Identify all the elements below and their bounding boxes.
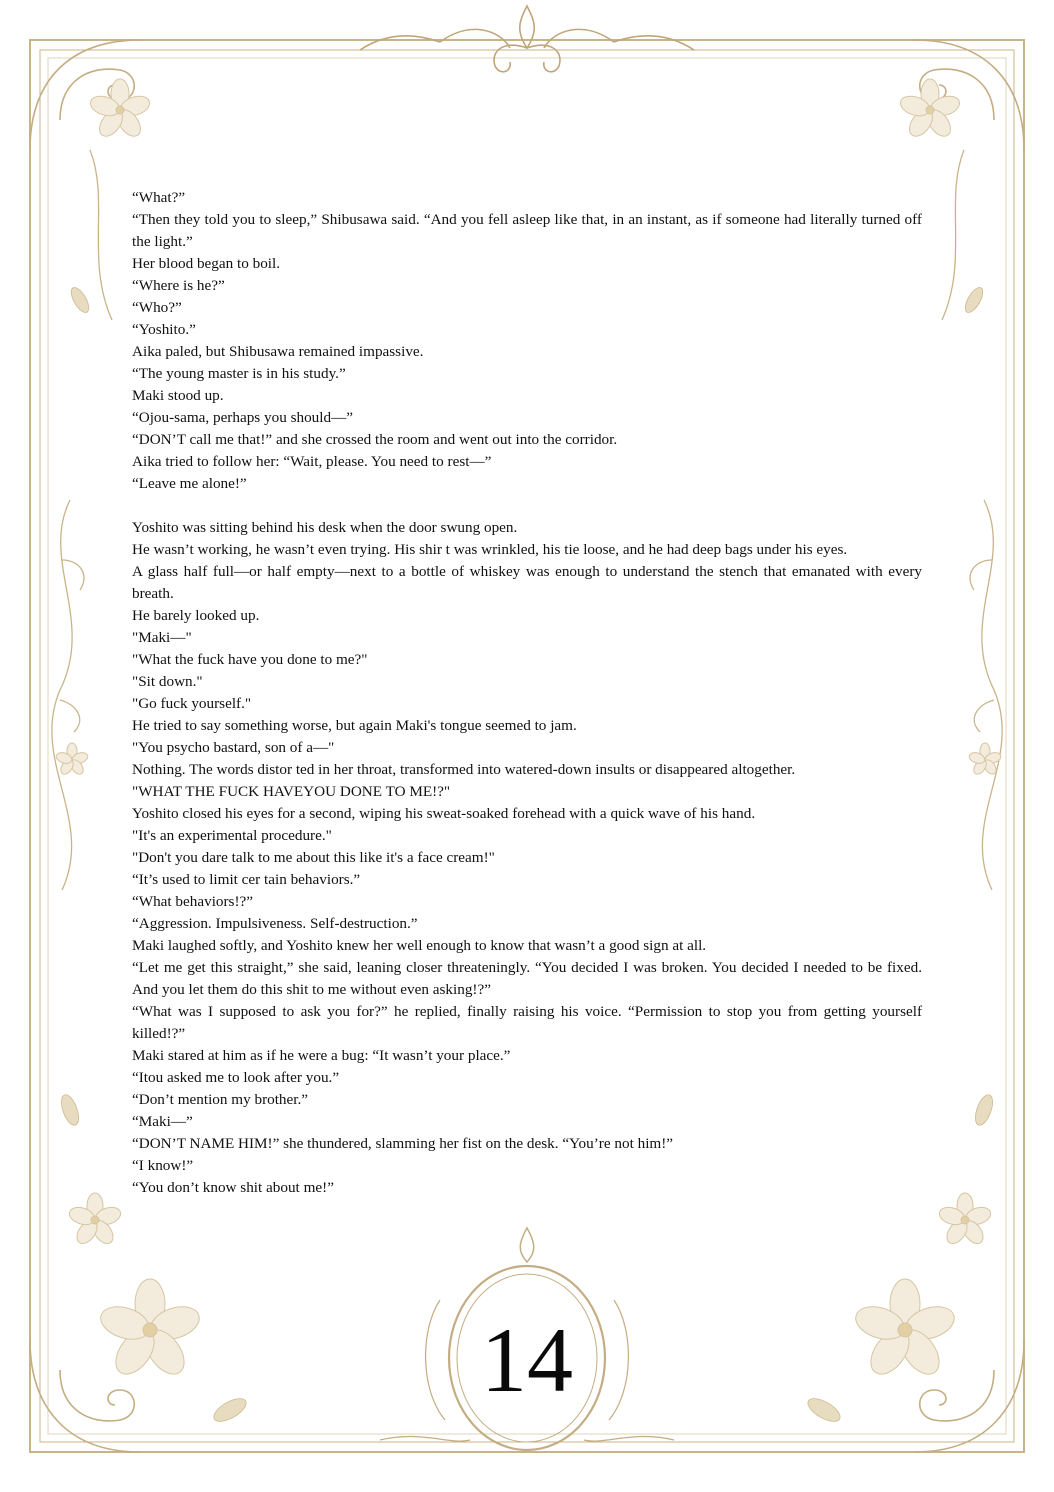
- paragraph: “The young master is in his study.”: [132, 365, 346, 382]
- paragraph: “What was I supposed to ask you for?” he replied, finally raising his voice. “Permission to stop you from getting yourself killed!?”: [132, 1003, 922, 1042]
- paragraph: “What behaviors!?”: [132, 893, 254, 910]
- paragraph: "Maki—": [132, 629, 192, 646]
- paragraph: “Then they told you to sleep,” Shibusawa said. “And you fell asleep like that, in an instant, as if someone had literally turned off the light.”: [132, 211, 922, 250]
- paragraph-gap: [132, 495, 922, 517]
- paragraph: "Go fuck yourself.": [132, 695, 252, 712]
- paragraph: "You psycho bastard, son of a—": [132, 739, 335, 756]
- paragraph: “Maki—”: [132, 1113, 193, 1130]
- paragraph: “Who?”: [132, 299, 182, 316]
- paragraph: Maki stared at him as if he were a bug: “It wasn’t your place.”: [132, 1047, 511, 1064]
- story-text: [132, 187, 922, 1199]
- paragraph: “Let me get this straight,” she said, leaning closer threateningly. “You decided I was broken. You decided I needed to be fixed. And you let them do this shit to me without even asking!?”: [132, 959, 922, 998]
- paragraph: “Yoshito.”: [132, 321, 196, 338]
- paragraph: “Don’t mention my brother.”: [132, 1091, 309, 1108]
- paragraph: He barely looked up.: [132, 607, 260, 624]
- paragraph: Yoshito closed his eyes for a second, wiping his sweat-soaked forehead with a quick wave of his hand.: [132, 805, 756, 822]
- paragraph: “DON’T call me that!” and she crossed the room and went out into the corridor.: [132, 431, 618, 448]
- paragraph: "WHAT THE FUCK HAVEYOU DONE TO ME!?": [132, 783, 451, 800]
- paragraph: He wasn’t working, he wasn’t even trying. His shir t was wrinkled, his tie loose, and he had deep bags under his eyes.: [132, 541, 848, 558]
- paragraph: “Aggression. Impulsiveness. Self-destruction.”: [132, 915, 418, 932]
- paragraph: "It's an experimental procedure.": [132, 827, 332, 844]
- paragraph: “Ojou-sama, perhaps you should—”: [132, 409, 354, 426]
- paragraph: He tried to say something worse, but again Maki's tongue seemed to jam.: [132, 717, 577, 734]
- paragraph: "Sit down.": [132, 673, 203, 690]
- paragraph: "Don't you dare talk to me about this like it's a face cream!": [132, 849, 495, 866]
- paragraph: “I know!”: [132, 1157, 194, 1174]
- paragraph: “Where is he?”: [132, 277, 225, 294]
- paragraph: A glass half full—or half empty—next to a bottle of whiskey was enough to understand the stench that emanated with every breath.: [132, 563, 922, 602]
- paragraph: “It’s used to limit cer tain behaviors.”: [132, 871, 361, 888]
- paragraph: “What?”: [132, 189, 186, 206]
- paragraph: Nothing. The words distor ted in her throat, transformed into watered-down insults or disappeared altogether.: [132, 761, 796, 778]
- paragraph: "What the fuck have you done to me?": [132, 651, 368, 668]
- paragraph: Maki stood up.: [132, 387, 224, 404]
- paragraph: Her blood began to boil.: [132, 255, 281, 272]
- paragraph: “You don’t know shit about me!”: [132, 1179, 334, 1196]
- paragraph: Yoshito was sitting behind his desk when the door swung open.: [132, 519, 518, 536]
- paragraph: “Itou asked me to look after you.”: [132, 1069, 340, 1086]
- top-fleur-ornament: [360, 6, 694, 72]
- paragraph: Maki laughed softly, and Yoshito knew her well enough to know that wasn’t a good sign at all.: [132, 937, 707, 954]
- paragraph: Aika tried to follow her: “Wait, please. You need to rest—”: [132, 453, 492, 470]
- paragraph: “DON’T NAME HIM!” she thundered, slamming her fist on the desk. “You’re not him!”: [132, 1135, 674, 1152]
- paragraph: “Leave me alone!”: [132, 475, 247, 492]
- paragraph: Aika paled, but Shibusawa remained impassive.: [132, 343, 424, 360]
- page-number: 14: [481, 1309, 573, 1411]
